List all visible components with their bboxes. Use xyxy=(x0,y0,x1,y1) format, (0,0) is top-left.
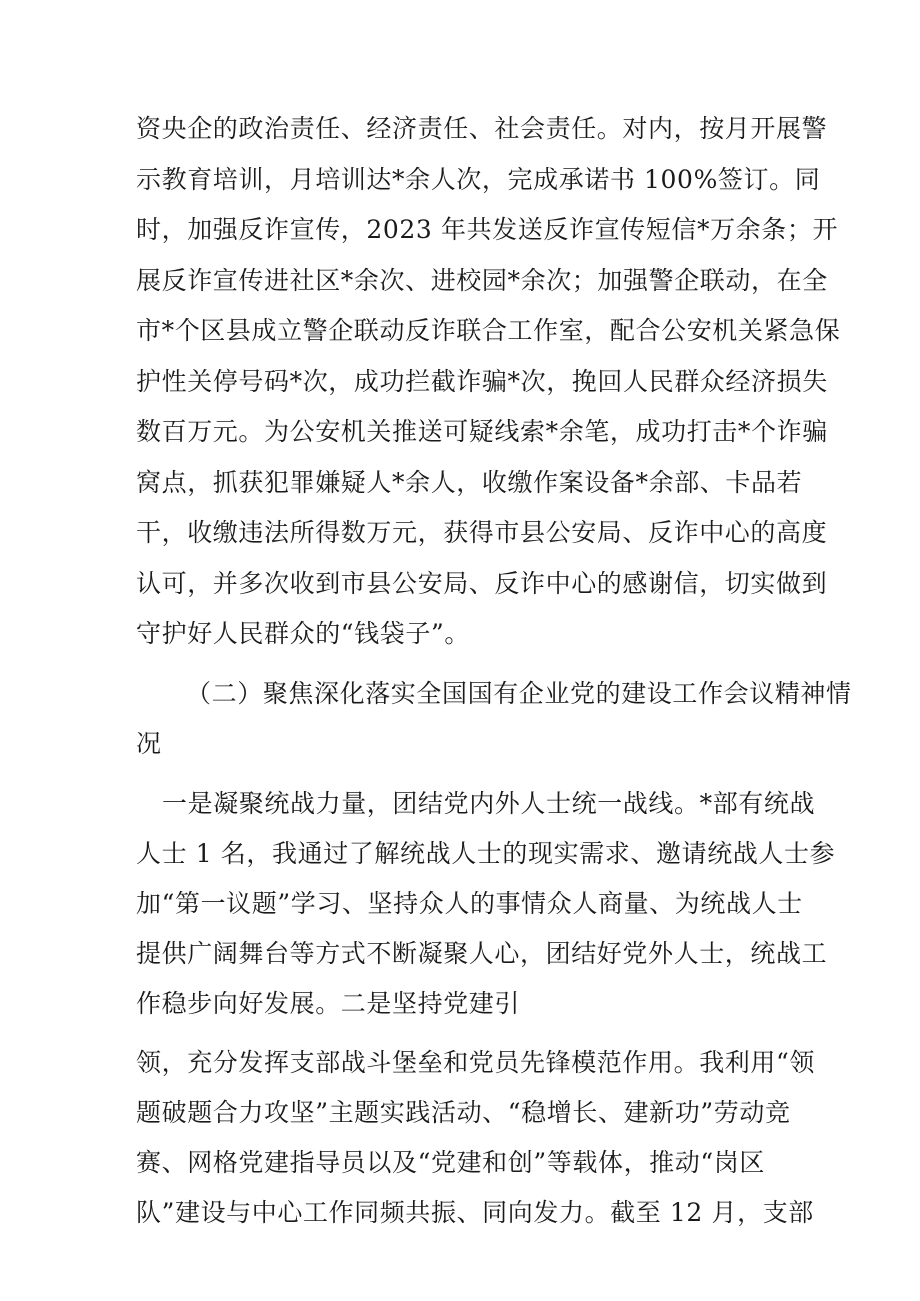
body-text-line: 守护好人民群众的“钱袋子”。 xyxy=(136,619,470,648)
body-text-line: 窝点，抓获犯罪嫌疑人*余人，收缴作案设备*余部、卡品若 xyxy=(136,468,803,497)
body-text-line: 时，加强反诈宣传，2023 年共发送反诈宣传短信*万余条；开 xyxy=(136,215,839,244)
body-text-line: 队”建设与中心工作同频共振、同向发力。截至 12 月，支部 xyxy=(136,1198,814,1227)
body-text-line: 展反诈宣传进社区*余次、进校园*余次；加强警企联动，在全 xyxy=(136,266,828,295)
body-text-line: 人士 1 名，我通过了解统战人士的现实需求、邀请统战人士参 xyxy=(136,839,836,868)
section-heading: （二）聚焦深化落实全国国有企业党的建设工作会议精神情 xyxy=(186,679,852,708)
body-text-line: 题破题合力攻坚”主题实践活动、“稳增长、建新功”劳动竞 xyxy=(136,1098,791,1127)
body-text-line: 市*个区县成立警企联动反诈联合工作室，配合公安机关紧急保 xyxy=(136,316,841,345)
body-text-line: 数百万元。为公安机关推送可疑线索*余笔，成功打击*个诈骗 xyxy=(136,417,828,446)
body-text-line: 一是凝聚统战力量，团结党内外人士统一战线。*部有统战 xyxy=(162,789,816,818)
body-text-line: 干，收缴违法所得数万元，获得市县公安局、反诈中心的高度 xyxy=(136,518,828,547)
body-text-line: 示教育培训，月培训达*余人次，完成承诺书 100%签订。同 xyxy=(136,165,821,194)
body-text-line: 认可，并多次收到市县公安局、反诈中心的感谢信，切实做到 xyxy=(136,569,828,598)
body-text-line: 赛、网格党建指导员以及“党建和创”等载体，推动“岗区 xyxy=(136,1148,765,1177)
body-text-line: 领，充分发挥支部战斗堡垒和党员先锋模范作用。我利用“领 xyxy=(136,1048,815,1077)
section-heading-continuation: 况 xyxy=(136,729,162,758)
body-text-line: 加“第一议题”学习、坚持众人的事情众人商量、为统战人士 xyxy=(136,889,803,918)
body-text-line: 作稳步向好发展。二是坚持党建引 xyxy=(136,989,521,1018)
body-text-line: 资央企的政治责任、经济责任、社会责任。对内，按月开展警 xyxy=(136,114,828,143)
body-text-line: 护性关停号码*次，成功拦截诈骗*次，挽回人民群众经济损失 xyxy=(136,367,828,396)
body-text-line: 提供广阔舞台等方式不断凝聚人心，团结好党外人士，统战工 xyxy=(136,939,828,968)
